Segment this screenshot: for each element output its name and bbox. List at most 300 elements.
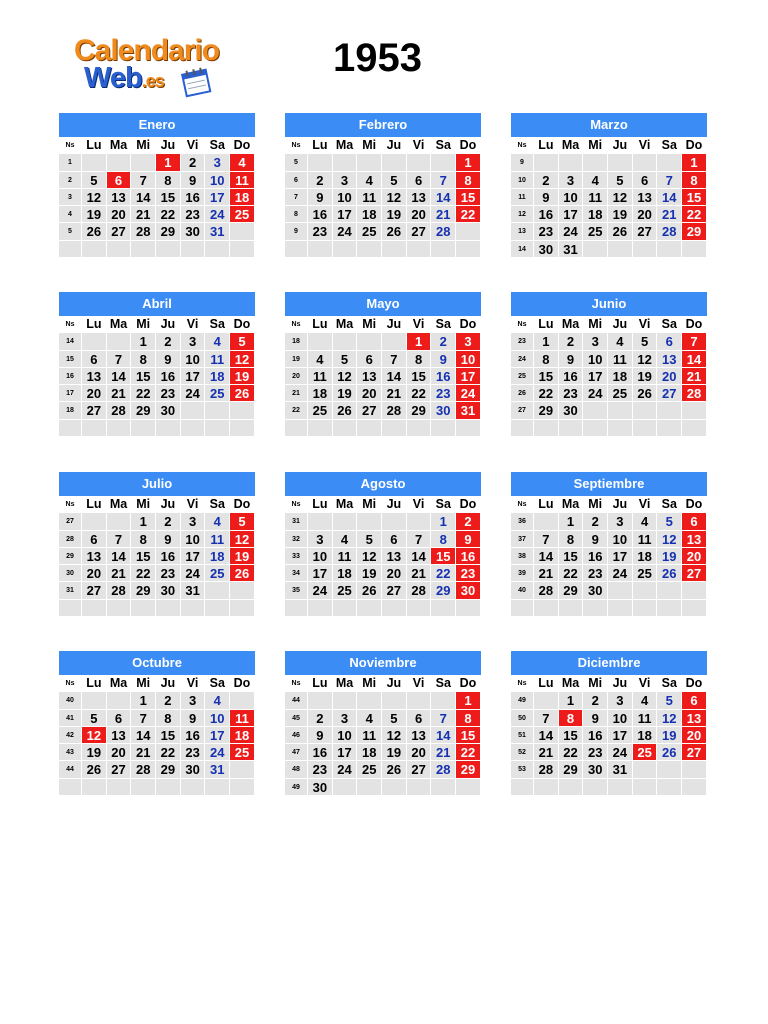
day-cell[interactable]: 26 bbox=[382, 761, 407, 778]
day-cell[interactable]: 13 bbox=[407, 727, 432, 744]
holiday-cell[interactable]: 6 bbox=[107, 172, 132, 189]
day-cell[interactable]: 26 bbox=[82, 761, 107, 778]
day-cell[interactable]: 6 bbox=[407, 710, 432, 727]
day-cell[interactable]: 15 bbox=[534, 368, 559, 385]
day-cell[interactable]: 3 bbox=[181, 333, 206, 350]
day-cell[interactable]: 9 bbox=[559, 351, 584, 368]
day-cell[interactable]: 16 bbox=[308, 744, 333, 761]
day-cell[interactable]: 30 bbox=[559, 402, 584, 419]
day-cell[interactable]: 1 bbox=[682, 154, 707, 171]
day-cell[interactable]: 26 bbox=[608, 223, 633, 240]
day-cell[interactable]: 3 bbox=[608, 692, 633, 709]
day-cell[interactable]: 10 bbox=[205, 710, 230, 727]
day-cell[interactable]: 4 bbox=[205, 513, 230, 530]
day-cell[interactable]: 5 bbox=[82, 710, 107, 727]
day-cell[interactable]: 18 bbox=[308, 385, 333, 402]
day-cell[interactable]: 27 bbox=[382, 582, 407, 599]
day-cell[interactable]: 10 bbox=[205, 172, 230, 189]
day-cell[interactable]: 21 bbox=[431, 744, 456, 761]
day-cell[interactable]: 1 bbox=[534, 333, 559, 350]
day-cell[interactable]: 9 bbox=[308, 189, 333, 206]
month-name[interactable]: Octubre bbox=[59, 651, 255, 675]
day-cell[interactable]: 28 bbox=[382, 402, 407, 419]
day-cell[interactable]: 24 bbox=[583, 385, 608, 402]
day-cell[interactable]: 12 bbox=[608, 189, 633, 206]
day-cell[interactable]: 24 bbox=[181, 565, 206, 582]
day-cell[interactable]: 9 bbox=[456, 531, 481, 548]
day-cell[interactable]: 26 bbox=[333, 402, 358, 419]
day-cell[interactable]: 6 bbox=[633, 172, 658, 189]
day-cell[interactable]: 2 bbox=[583, 692, 608, 709]
day-cell[interactable]: 2 bbox=[181, 154, 206, 171]
day-cell[interactable]: 11 bbox=[357, 727, 382, 744]
day-cell[interactable]: 29 bbox=[534, 402, 559, 419]
month-name[interactable]: Agosto bbox=[285, 472, 481, 496]
day-cell[interactable]: 12 bbox=[230, 531, 255, 548]
day-cell[interactable]: 18 bbox=[608, 368, 633, 385]
day-cell[interactable]: 14 bbox=[407, 548, 432, 565]
day-cell[interactable]: 8 bbox=[682, 172, 707, 189]
day-cell[interactable]: 1 bbox=[131, 692, 156, 709]
day-cell[interactable]: 26 bbox=[357, 582, 382, 599]
day-cell[interactable]: 22 bbox=[131, 565, 156, 582]
day-cell[interactable]: 28 bbox=[534, 582, 559, 599]
day-cell[interactable]: 10 bbox=[456, 351, 481, 368]
day-cell[interactable]: 15 bbox=[559, 727, 584, 744]
day-cell[interactable]: 7 bbox=[657, 172, 682, 189]
day-cell[interactable]: 17 bbox=[205, 727, 230, 744]
day-cell[interactable]: 23 bbox=[308, 223, 333, 240]
day-cell[interactable]: 21 bbox=[131, 206, 156, 223]
day-cell[interactable]: 22 bbox=[431, 565, 456, 582]
day-cell[interactable]: 21 bbox=[534, 744, 559, 761]
day-cell[interactable]: 30 bbox=[583, 582, 608, 599]
day-cell[interactable]: 30 bbox=[308, 779, 333, 796]
month-name[interactable]: Junio bbox=[511, 292, 707, 316]
day-cell[interactable]: 11 bbox=[633, 531, 658, 548]
day-cell[interactable]: 7 bbox=[534, 531, 559, 548]
day-cell[interactable]: 19 bbox=[357, 565, 382, 582]
day-cell[interactable]: 29 bbox=[131, 582, 156, 599]
day-cell[interactable]: 28 bbox=[431, 223, 456, 240]
day-cell[interactable]: 17 bbox=[608, 548, 633, 565]
day-cell[interactable]: 14 bbox=[107, 368, 132, 385]
day-cell[interactable]: 3 bbox=[333, 172, 358, 189]
month-name[interactable]: Noviembre bbox=[285, 651, 481, 675]
day-cell[interactable]: 16 bbox=[156, 368, 181, 385]
day-cell[interactable]: 25 bbox=[583, 223, 608, 240]
day-cell[interactable]: 20 bbox=[407, 744, 432, 761]
day-cell[interactable]: 10 bbox=[181, 531, 206, 548]
day-cell[interactable]: 21 bbox=[657, 206, 682, 223]
day-cell[interactable]: 13 bbox=[357, 368, 382, 385]
day-cell[interactable]: 10 bbox=[333, 189, 358, 206]
day-cell[interactable]: 22 bbox=[456, 206, 481, 223]
day-cell[interactable]: 17 bbox=[205, 189, 230, 206]
day-cell[interactable]: 6 bbox=[357, 351, 382, 368]
day-cell[interactable]: 16 bbox=[559, 368, 584, 385]
day-cell[interactable]: 24 bbox=[608, 565, 633, 582]
day-cell[interactable]: 3 bbox=[456, 333, 481, 350]
day-cell[interactable]: 20 bbox=[107, 744, 132, 761]
day-cell[interactable]: 11 bbox=[583, 189, 608, 206]
day-cell[interactable]: 18 bbox=[205, 368, 230, 385]
day-cell[interactable]: 30 bbox=[456, 582, 481, 599]
day-cell[interactable]: 6 bbox=[82, 351, 107, 368]
day-cell[interactable]: 9 bbox=[156, 351, 181, 368]
day-cell[interactable]: 9 bbox=[583, 710, 608, 727]
day-cell[interactable]: 19 bbox=[657, 548, 682, 565]
day-cell[interactable]: 5 bbox=[657, 513, 682, 530]
day-cell[interactable]: 11 bbox=[357, 189, 382, 206]
month-name[interactable]: Febrero bbox=[285, 113, 481, 137]
month-name[interactable]: Marzo bbox=[511, 113, 707, 137]
day-cell[interactable]: 8 bbox=[431, 531, 456, 548]
day-cell[interactable]: 16 bbox=[583, 548, 608, 565]
day-cell[interactable]: 25 bbox=[205, 385, 230, 402]
day-cell[interactable]: 2 bbox=[534, 172, 559, 189]
day-cell[interactable]: 5 bbox=[382, 710, 407, 727]
day-cell[interactable]: 13 bbox=[82, 548, 107, 565]
day-cell[interactable]: 2 bbox=[156, 333, 181, 350]
day-cell[interactable]: 28 bbox=[131, 761, 156, 778]
day-cell[interactable]: 26 bbox=[657, 744, 682, 761]
day-cell[interactable]: 26 bbox=[82, 223, 107, 240]
day-cell[interactable]: 27 bbox=[407, 761, 432, 778]
day-cell[interactable]: 30 bbox=[534, 241, 559, 258]
day-cell[interactable]: 18 bbox=[357, 206, 382, 223]
day-cell[interactable]: 31 bbox=[205, 223, 230, 240]
day-cell[interactable]: 9 bbox=[181, 710, 206, 727]
day-cell[interactable]: 15 bbox=[131, 548, 156, 565]
day-cell[interactable]: 1 bbox=[431, 513, 456, 530]
holiday-cell[interactable]: 1 bbox=[156, 154, 181, 171]
day-cell[interactable]: 22 bbox=[682, 206, 707, 223]
day-cell[interactable]: 2 bbox=[156, 692, 181, 709]
day-cell[interactable]: 1 bbox=[131, 333, 156, 350]
day-cell[interactable]: 8 bbox=[456, 172, 481, 189]
day-cell[interactable]: 29 bbox=[156, 761, 181, 778]
day-cell[interactable]: 3 bbox=[333, 710, 358, 727]
day-cell[interactable]: 19 bbox=[633, 368, 658, 385]
day-cell[interactable]: 4 bbox=[583, 172, 608, 189]
day-cell[interactable]: 30 bbox=[156, 402, 181, 419]
day-cell[interactable]: 28 bbox=[657, 223, 682, 240]
day-cell[interactable]: 30 bbox=[156, 582, 181, 599]
day-cell[interactable]: 22 bbox=[456, 744, 481, 761]
holiday-cell[interactable]: 25 bbox=[633, 744, 658, 761]
day-cell[interactable]: 21 bbox=[131, 744, 156, 761]
day-cell[interactable]: 24 bbox=[205, 206, 230, 223]
day-cell[interactable]: 30 bbox=[181, 761, 206, 778]
day-cell[interactable]: 11 bbox=[230, 710, 255, 727]
day-cell[interactable]: 16 bbox=[431, 368, 456, 385]
day-cell[interactable]: 22 bbox=[156, 206, 181, 223]
day-cell[interactable]: 23 bbox=[456, 565, 481, 582]
day-cell[interactable]: 25 bbox=[230, 206, 255, 223]
day-cell[interactable]: 28 bbox=[107, 582, 132, 599]
day-cell[interactable]: 4 bbox=[308, 351, 333, 368]
day-cell[interactable]: 17 bbox=[559, 206, 584, 223]
month-name[interactable]: Abril bbox=[59, 292, 255, 316]
day-cell[interactable]: 3 bbox=[608, 513, 633, 530]
day-cell[interactable]: 25 bbox=[357, 761, 382, 778]
day-cell[interactable]: 27 bbox=[82, 402, 107, 419]
day-cell[interactable]: 16 bbox=[308, 206, 333, 223]
day-cell[interactable]: 9 bbox=[534, 189, 559, 206]
day-cell[interactable]: 18 bbox=[205, 548, 230, 565]
day-cell[interactable]: 17 bbox=[333, 206, 358, 223]
day-cell[interactable]: 15 bbox=[156, 189, 181, 206]
day-cell[interactable]: 16 bbox=[534, 206, 559, 223]
day-cell[interactable]: 10 bbox=[333, 727, 358, 744]
day-cell[interactable]: 28 bbox=[431, 761, 456, 778]
day-cell[interactable]: 11 bbox=[608, 351, 633, 368]
day-cell[interactable]: 21 bbox=[431, 206, 456, 223]
day-cell[interactable]: 27 bbox=[107, 761, 132, 778]
day-cell[interactable]: 2 bbox=[456, 513, 481, 530]
day-cell[interactable]: 22 bbox=[534, 385, 559, 402]
day-cell[interactable]: 29 bbox=[131, 402, 156, 419]
day-cell[interactable]: 20 bbox=[357, 385, 382, 402]
day-cell[interactable]: 8 bbox=[559, 531, 584, 548]
day-cell[interactable]: 2 bbox=[156, 513, 181, 530]
holiday-cell[interactable]: 1 bbox=[407, 333, 432, 350]
month-name[interactable]: Diciembre bbox=[511, 651, 707, 675]
day-cell[interactable]: 13 bbox=[107, 189, 132, 206]
day-cell[interactable]: 12 bbox=[657, 710, 682, 727]
day-cell[interactable]: 14 bbox=[382, 368, 407, 385]
day-cell[interactable]: 7 bbox=[534, 710, 559, 727]
day-cell[interactable]: 5 bbox=[382, 172, 407, 189]
day-cell[interactable]: 25 bbox=[308, 402, 333, 419]
day-cell[interactable]: 15 bbox=[559, 548, 584, 565]
day-cell[interactable]: 24 bbox=[559, 223, 584, 240]
day-cell[interactable]: 18 bbox=[230, 189, 255, 206]
day-cell[interactable]: 10 bbox=[608, 531, 633, 548]
day-cell[interactable]: 28 bbox=[131, 223, 156, 240]
day-cell[interactable]: 24 bbox=[181, 385, 206, 402]
day-cell[interactable]: 4 bbox=[333, 531, 358, 548]
day-cell[interactable]: 5 bbox=[657, 692, 682, 709]
day-cell[interactable]: 19 bbox=[382, 744, 407, 761]
day-cell[interactable]: 3 bbox=[559, 172, 584, 189]
day-cell[interactable]: 19 bbox=[657, 727, 682, 744]
day-cell[interactable]: 12 bbox=[633, 351, 658, 368]
day-cell[interactable]: 13 bbox=[82, 368, 107, 385]
day-cell[interactable]: 31 bbox=[559, 241, 584, 258]
day-cell[interactable]: 9 bbox=[308, 727, 333, 744]
day-cell[interactable]: 7 bbox=[382, 351, 407, 368]
month-name[interactable]: Julio bbox=[59, 472, 255, 496]
day-cell[interactable]: 19 bbox=[82, 206, 107, 223]
holiday-cell[interactable]: 8 bbox=[559, 710, 584, 727]
holiday-cell[interactable]: 12 bbox=[82, 727, 107, 744]
day-cell[interactable]: 8 bbox=[156, 710, 181, 727]
day-cell[interactable]: 6 bbox=[682, 692, 707, 709]
calendarioweb-logo[interactable] bbox=[74, 34, 234, 100]
day-cell[interactable]: 30 bbox=[181, 223, 206, 240]
day-cell[interactable]: 29 bbox=[431, 582, 456, 599]
month-name[interactable]: Septiembre bbox=[511, 472, 707, 496]
day-cell[interactable]: 12 bbox=[82, 189, 107, 206]
day-cell[interactable]: 29 bbox=[407, 402, 432, 419]
month-name[interactable]: Mayo bbox=[285, 292, 481, 316]
day-cell[interactable]: 6 bbox=[382, 531, 407, 548]
day-cell[interactable]: 8 bbox=[534, 351, 559, 368]
day-cell[interactable]: 23 bbox=[156, 385, 181, 402]
day-cell[interactable]: 17 bbox=[456, 368, 481, 385]
day-cell[interactable]: 2 bbox=[431, 333, 456, 350]
day-cell[interactable]: 12 bbox=[333, 368, 358, 385]
day-cell[interactable]: 11 bbox=[230, 172, 255, 189]
day-cell[interactable]: 1 bbox=[559, 513, 584, 530]
day-cell[interactable]: 31 bbox=[456, 402, 481, 419]
day-cell[interactable]: 7 bbox=[131, 710, 156, 727]
day-cell[interactable]: 21 bbox=[107, 565, 132, 582]
day-cell[interactable]: 6 bbox=[682, 513, 707, 530]
day-cell[interactable]: 16 bbox=[156, 548, 181, 565]
holiday-cell[interactable]: 15 bbox=[431, 548, 456, 565]
day-cell[interactable]: 8 bbox=[407, 351, 432, 368]
day-cell[interactable]: 23 bbox=[583, 565, 608, 582]
day-cell[interactable]: 14 bbox=[131, 727, 156, 744]
day-cell[interactable]: 4 bbox=[205, 692, 230, 709]
day-cell[interactable]: 17 bbox=[308, 565, 333, 582]
day-cell[interactable]: 15 bbox=[456, 727, 481, 744]
day-cell[interactable]: 24 bbox=[308, 582, 333, 599]
day-cell[interactable]: 26 bbox=[230, 385, 255, 402]
day-cell[interactable]: 28 bbox=[534, 761, 559, 778]
day-cell[interactable]: 29 bbox=[456, 761, 481, 778]
day-cell[interactable]: 27 bbox=[407, 223, 432, 240]
day-cell[interactable]: 8 bbox=[131, 531, 156, 548]
day-cell[interactable]: 24 bbox=[205, 744, 230, 761]
day-cell[interactable]: 7 bbox=[431, 172, 456, 189]
day-cell[interactable]: 20 bbox=[633, 206, 658, 223]
day-cell[interactable]: 22 bbox=[559, 565, 584, 582]
day-cell[interactable]: 13 bbox=[633, 189, 658, 206]
day-cell[interactable]: 29 bbox=[682, 223, 707, 240]
day-cell[interactable]: 1 bbox=[456, 692, 481, 709]
day-cell[interactable]: 20 bbox=[82, 385, 107, 402]
day-cell[interactable]: 25 bbox=[357, 223, 382, 240]
day-cell[interactable]: 25 bbox=[230, 744, 255, 761]
day-cell[interactable]: 31 bbox=[181, 582, 206, 599]
day-cell[interactable]: 18 bbox=[633, 548, 658, 565]
day-cell[interactable]: 5 bbox=[633, 333, 658, 350]
day-cell[interactable]: 4 bbox=[608, 333, 633, 350]
day-cell[interactable]: 24 bbox=[456, 385, 481, 402]
day-cell[interactable]: 13 bbox=[382, 548, 407, 565]
day-cell[interactable]: 27 bbox=[657, 385, 682, 402]
day-cell[interactable]: 5 bbox=[608, 172, 633, 189]
day-cell[interactable]: 10 bbox=[608, 710, 633, 727]
day-cell[interactable]: 10 bbox=[583, 351, 608, 368]
day-cell[interactable]: 23 bbox=[559, 385, 584, 402]
day-cell[interactable]: 4 bbox=[205, 333, 230, 350]
day-cell[interactable]: 6 bbox=[82, 531, 107, 548]
day-cell[interactable]: 9 bbox=[583, 531, 608, 548]
day-cell[interactable]: 20 bbox=[82, 565, 107, 582]
day-cell[interactable]: 4 bbox=[633, 692, 658, 709]
day-cell[interactable]: 21 bbox=[682, 368, 707, 385]
day-cell[interactable]: 21 bbox=[382, 385, 407, 402]
day-cell[interactable]: 2 bbox=[583, 513, 608, 530]
day-cell[interactable]: 15 bbox=[407, 368, 432, 385]
day-cell[interactable]: 28 bbox=[407, 582, 432, 599]
day-cell[interactable]: 3 bbox=[181, 513, 206, 530]
day-cell[interactable]: 4 bbox=[357, 710, 382, 727]
day-cell[interactable]: 12 bbox=[382, 189, 407, 206]
day-cell[interactable]: 19 bbox=[230, 548, 255, 565]
day-cell[interactable]: 15 bbox=[131, 368, 156, 385]
day-cell[interactable]: 5 bbox=[230, 513, 255, 530]
day-cell[interactable]: 17 bbox=[608, 727, 633, 744]
day-cell[interactable]: 3 bbox=[181, 692, 206, 709]
day-cell[interactable]: 12 bbox=[357, 548, 382, 565]
day-cell[interactable]: 16 bbox=[583, 727, 608, 744]
day-cell[interactable]: 2 bbox=[308, 710, 333, 727]
day-cell[interactable]: 14 bbox=[431, 189, 456, 206]
day-cell[interactable]: 2 bbox=[308, 172, 333, 189]
day-cell[interactable]: 4 bbox=[230, 154, 255, 171]
day-cell[interactable]: 21 bbox=[407, 565, 432, 582]
day-cell[interactable]: 20 bbox=[382, 565, 407, 582]
day-cell[interactable]: 9 bbox=[431, 351, 456, 368]
day-cell[interactable]: 9 bbox=[156, 531, 181, 548]
day-cell[interactable]: 25 bbox=[633, 565, 658, 582]
day-cell[interactable]: 11 bbox=[333, 548, 358, 565]
day-cell[interactable]: 23 bbox=[534, 223, 559, 240]
day-cell[interactable]: 17 bbox=[181, 368, 206, 385]
day-cell[interactable]: 18 bbox=[583, 206, 608, 223]
day-cell[interactable]: 26 bbox=[633, 385, 658, 402]
day-cell[interactable]: 1 bbox=[456, 154, 481, 171]
day-cell[interactable]: 6 bbox=[107, 710, 132, 727]
day-cell[interactable]: 14 bbox=[431, 727, 456, 744]
day-cell[interactable]: 27 bbox=[357, 402, 382, 419]
day-cell[interactable]: 31 bbox=[205, 761, 230, 778]
day-cell[interactable]: 12 bbox=[382, 727, 407, 744]
day-cell[interactable]: 8 bbox=[131, 351, 156, 368]
day-cell[interactable]: 24 bbox=[333, 223, 358, 240]
day-cell[interactable]: 26 bbox=[230, 565, 255, 582]
day-cell[interactable]: 10 bbox=[181, 351, 206, 368]
day-cell[interactable]: 21 bbox=[107, 385, 132, 402]
day-cell[interactable]: 2 bbox=[559, 333, 584, 350]
day-cell[interactable]: 14 bbox=[657, 189, 682, 206]
day-cell[interactable]: 29 bbox=[156, 223, 181, 240]
day-cell[interactable]: 28 bbox=[682, 385, 707, 402]
day-cell[interactable]: 29 bbox=[559, 761, 584, 778]
day-cell[interactable]: 3 bbox=[308, 531, 333, 548]
day-cell[interactable]: 12 bbox=[230, 351, 255, 368]
day-cell[interactable]: 13 bbox=[107, 727, 132, 744]
day-cell[interactable]: 19 bbox=[608, 206, 633, 223]
day-cell[interactable]: 22 bbox=[407, 385, 432, 402]
day-cell[interactable]: 15 bbox=[456, 189, 481, 206]
day-cell[interactable]: 23 bbox=[431, 385, 456, 402]
day-cell[interactable]: 17 bbox=[181, 548, 206, 565]
day-cell[interactable]: 7 bbox=[107, 531, 132, 548]
day-cell[interactable]: 18 bbox=[333, 565, 358, 582]
day-cell[interactable]: 6 bbox=[407, 172, 432, 189]
day-cell[interactable]: 18 bbox=[357, 744, 382, 761]
day-cell[interactable]: 15 bbox=[682, 189, 707, 206]
day-cell[interactable]: 5 bbox=[230, 333, 255, 350]
day-cell[interactable]: 16 bbox=[456, 548, 481, 565]
